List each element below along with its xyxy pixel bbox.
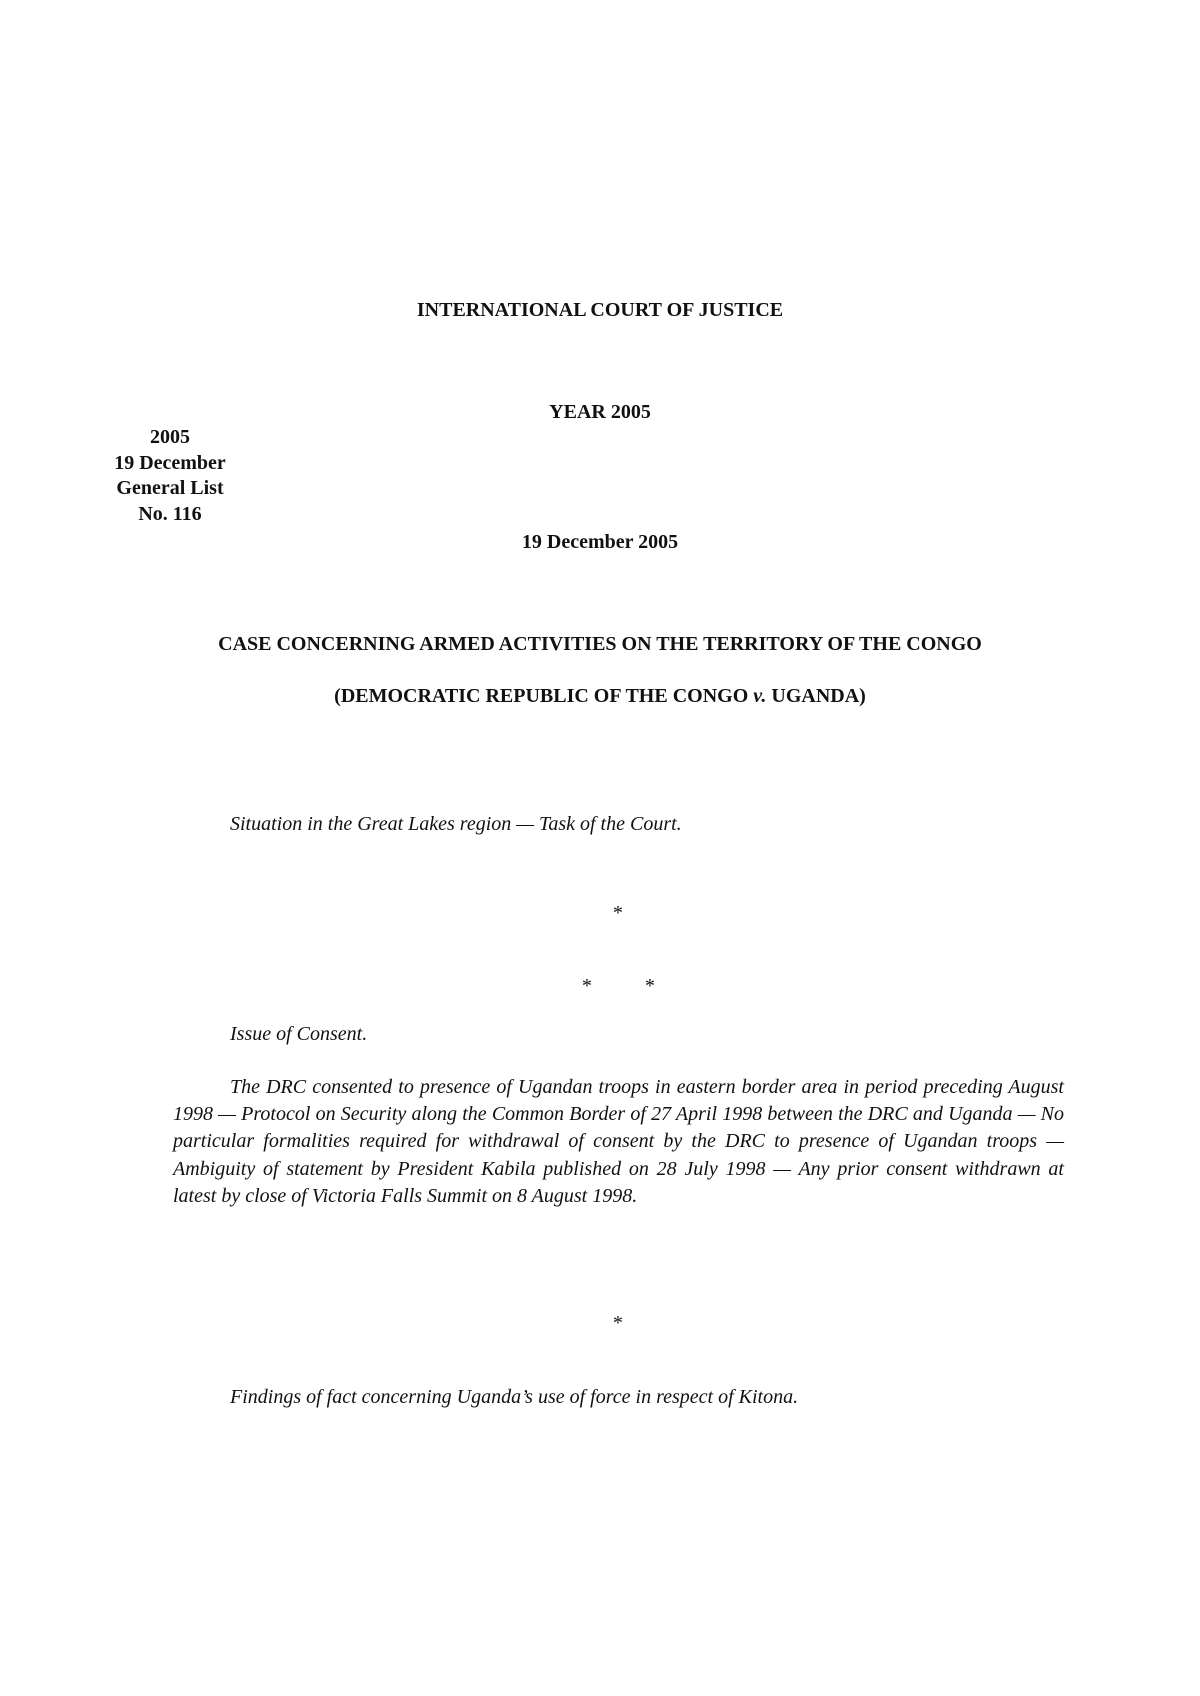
headnote-consent-paragraph: The DRC consented to presence of Ugandan troops in eastern border area in period preceding August 1998 — Protocol on Security along the Common Border of 27 April 1998 between the DRC and Uganda — No particular formalities required for withdrawal of consent by the DRC to presence of Ugandan troops — Ambiguity of statement by President Kabila published on 28 July 1998 — Any prior consent withdrawn at latest by close of Victoria Falls Summit on 8 August 1998. <box>173 1076 1064 1207</box>
reference-year: 2005 <box>150 426 190 448</box>
parties-versus: v. <box>753 685 767 707</box>
section-asterisk: * <box>581 975 591 997</box>
section-asterisk: * <box>644 975 654 997</box>
case-title: CASE CONCERNING ARMED ACTIVITIES ON THE TERRITORY OF THE CONGO <box>218 633 982 655</box>
section-asterisk: * <box>612 1312 622 1334</box>
section-asterisk: * <box>612 902 622 924</box>
case-reference-block <box>100 425 240 527</box>
parties-respondent: UGANDA) <box>766 685 866 707</box>
parties-applicant: (DEMOCRATIC REPUBLIC OF THE CONGO <box>334 685 754 707</box>
reference-date: 19 December <box>114 451 226 474</box>
headnote-kitona: Findings of fact concerning Uganda’s use of force in respect of Kitona. <box>230 1386 799 1408</box>
year-heading: YEAR 2005 <box>549 401 651 423</box>
case-parties <box>0 684 1200 708</box>
headnote-situation: Situation in the Great Lakes region — Task of the Court. <box>230 813 682 835</box>
judgment-date: 19 December 2005 <box>521 531 679 553</box>
reference-list: General List <box>116 477 224 499</box>
court-name: INTERNATIONAL COURT OF JUSTICE <box>416 299 784 321</box>
headnote-consent-heading: Issue of Consent. <box>230 1023 368 1045</box>
reference-number: No. 116 <box>138 502 202 525</box>
